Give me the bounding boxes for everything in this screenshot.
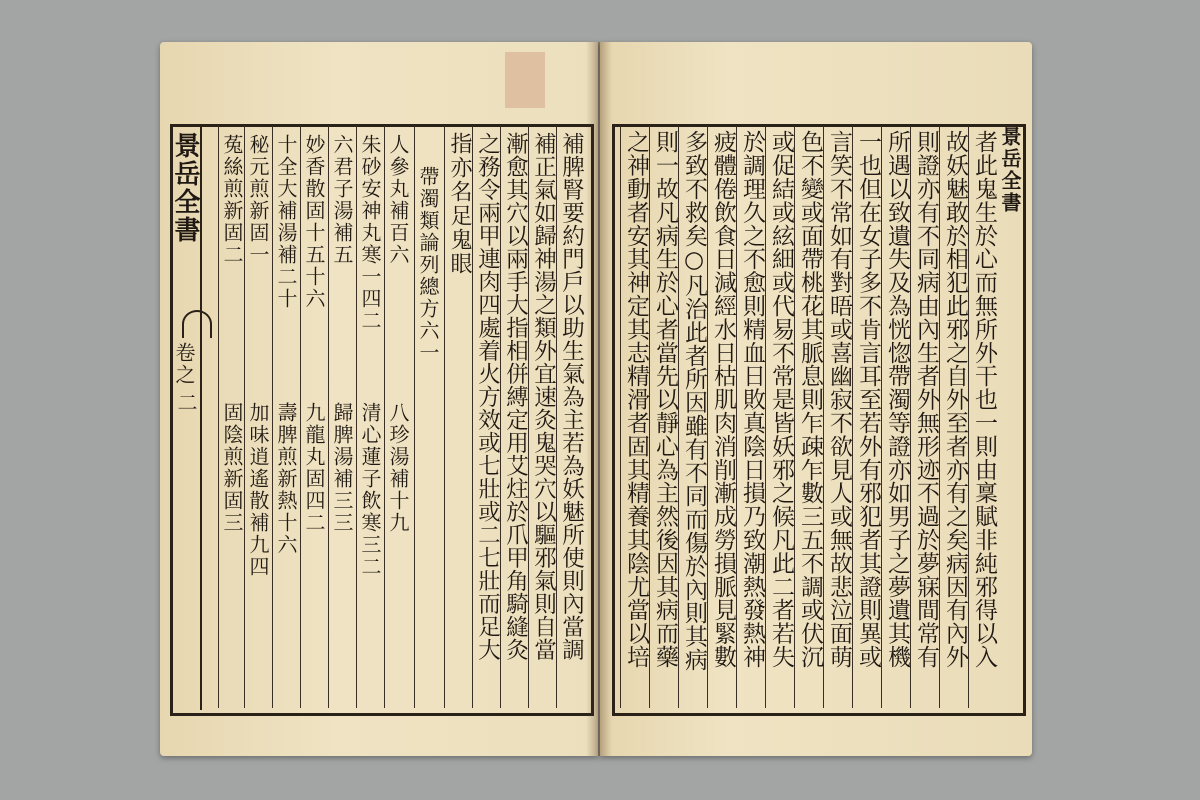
- library-seal: [505, 52, 545, 108]
- right-column-rule: [910, 126, 911, 708]
- right-column-2: 故妖魅敢於相犯此邪之自外至者亦有之矣病因有內外: [942, 130, 968, 669]
- left-column-1: 補脾腎要約門戶以助生氣為主若為妖魅所使則內當調: [558, 132, 585, 661]
- right-column-rule: [823, 126, 824, 708]
- left-column-rule: [218, 126, 219, 708]
- left-column-10: 妙香散固十五十六: [302, 134, 326, 310]
- left-column-11: 十全大補湯補二十: [274, 134, 298, 310]
- left-column-rule: [244, 126, 245, 708]
- right-column-8: 或促結或絃細或代易不常是皆妖邪之候凡此二者若失: [768, 130, 794, 669]
- left-page-number: 二: [174, 392, 198, 414]
- right-column-13: 之神動者安其神定其志精滑者固其精養其陰尤當以培: [623, 130, 649, 669]
- open-book: [160, 42, 1032, 756]
- left-column-13: 菟絲煎新固二: [220, 134, 244, 266]
- left-column-rule: [384, 126, 385, 708]
- right-banxin-title: 景岳全書: [998, 126, 1022, 214]
- right-column-rule: [736, 126, 737, 708]
- left-column-20: 固陰煎新固三: [220, 402, 244, 534]
- right-column-rule: [765, 126, 766, 708]
- left-column-2: 補正氣如歸神湯之類外宜速灸鬼哭穴以驅邪氣則自當: [530, 132, 557, 661]
- right-column-rule: [881, 126, 882, 708]
- left-column-14: 八珍湯補十九: [386, 402, 410, 534]
- left-banxin-title: 景岳全書: [170, 132, 200, 244]
- left-column-rule: [272, 126, 273, 708]
- left-column-15: 清心蓮子飲寒三二: [358, 402, 382, 578]
- right-column-5: 一也但在女子多不肯言耳至若外有邪犯者其證則異或: [855, 130, 881, 669]
- left-column-rule: [414, 126, 415, 708]
- right-column-rule: [678, 126, 679, 708]
- right-page: [600, 42, 1032, 756]
- left-column-19: 加味逍遙散補九四: [246, 402, 270, 578]
- right-column-4: 所遇以致遺失及為恍惚帶濁等證亦如男子之夢遺其機: [884, 130, 910, 669]
- left-column-rule: [356, 126, 357, 708]
- left-column-5: 指亦名足鬼眼: [447, 132, 472, 276]
- right-column-3: 則證亦有不同病由內生者外無形迹不過於夢寐間常有: [913, 130, 939, 669]
- left-column-6: 帶濁類論列總方六一: [416, 166, 440, 364]
- left-column-17: 九龍丸固四二: [302, 402, 326, 534]
- right-column-rule: [939, 126, 940, 708]
- left-column-rule: [444, 126, 445, 708]
- left-column-8: 朱砂安神丸寒一四二: [358, 134, 382, 332]
- left-column-rule: [472, 126, 473, 708]
- left-column-9: 六君子湯補五: [330, 134, 354, 266]
- left-page: [160, 42, 598, 756]
- right-column-10: 疲體倦飲食日減經水日枯肌肉消削漸成勞損脈見緊數: [710, 130, 736, 669]
- fishtail-mark: [182, 310, 212, 338]
- right-column-rule: [707, 126, 708, 708]
- left-column-rule: [328, 126, 329, 708]
- right-column-1: 者此鬼生於心而無所外干也一則由稟賦非純邪得以入: [971, 130, 997, 669]
- right-column-7: 色不變或面帶桃花其脈息則乍疎乍數三五不調或伏沉: [797, 130, 823, 669]
- left-column-18: 壽脾煎新熱十六: [274, 402, 298, 556]
- right-column-rule: [968, 126, 969, 708]
- left-column-3: 漸愈其穴以兩手大指相併縛定用艾炷於爪甲角騎縫灸: [502, 132, 529, 661]
- right-column-rule: [852, 126, 853, 708]
- right-column-12: 則一故凡病生於心者當先以靜心為主然後因其病而藥: [652, 130, 678, 669]
- left-column-7: 人參丸補百六: [386, 134, 410, 266]
- right-column-rule: [794, 126, 795, 708]
- left-column-12: 秘元煎新固一: [246, 134, 270, 266]
- right-column-rule: [620, 126, 621, 708]
- left-column-16: 歸脾湯補三三: [330, 402, 354, 534]
- left-column-rule: [300, 126, 301, 708]
- right-column-rule: [649, 126, 650, 708]
- right-column-9: 於調理久之不愈則精血日敗真陰日損乃致潮熱發熱神: [739, 130, 765, 669]
- right-column-6: 言笑不常如有對晤或喜幽寂不欲見人或無故悲泣面萌: [826, 130, 852, 669]
- book-gutter: [586, 42, 612, 756]
- right-column-11: 多致不救矣○凡治此者所因雖有不同而傷於內則其病: [681, 130, 707, 672]
- left-volume-label: 卷之: [172, 342, 196, 386]
- left-column-4: 之務令兩甲連肉四處着火方效或七壯或二七壯而足大: [474, 132, 501, 661]
